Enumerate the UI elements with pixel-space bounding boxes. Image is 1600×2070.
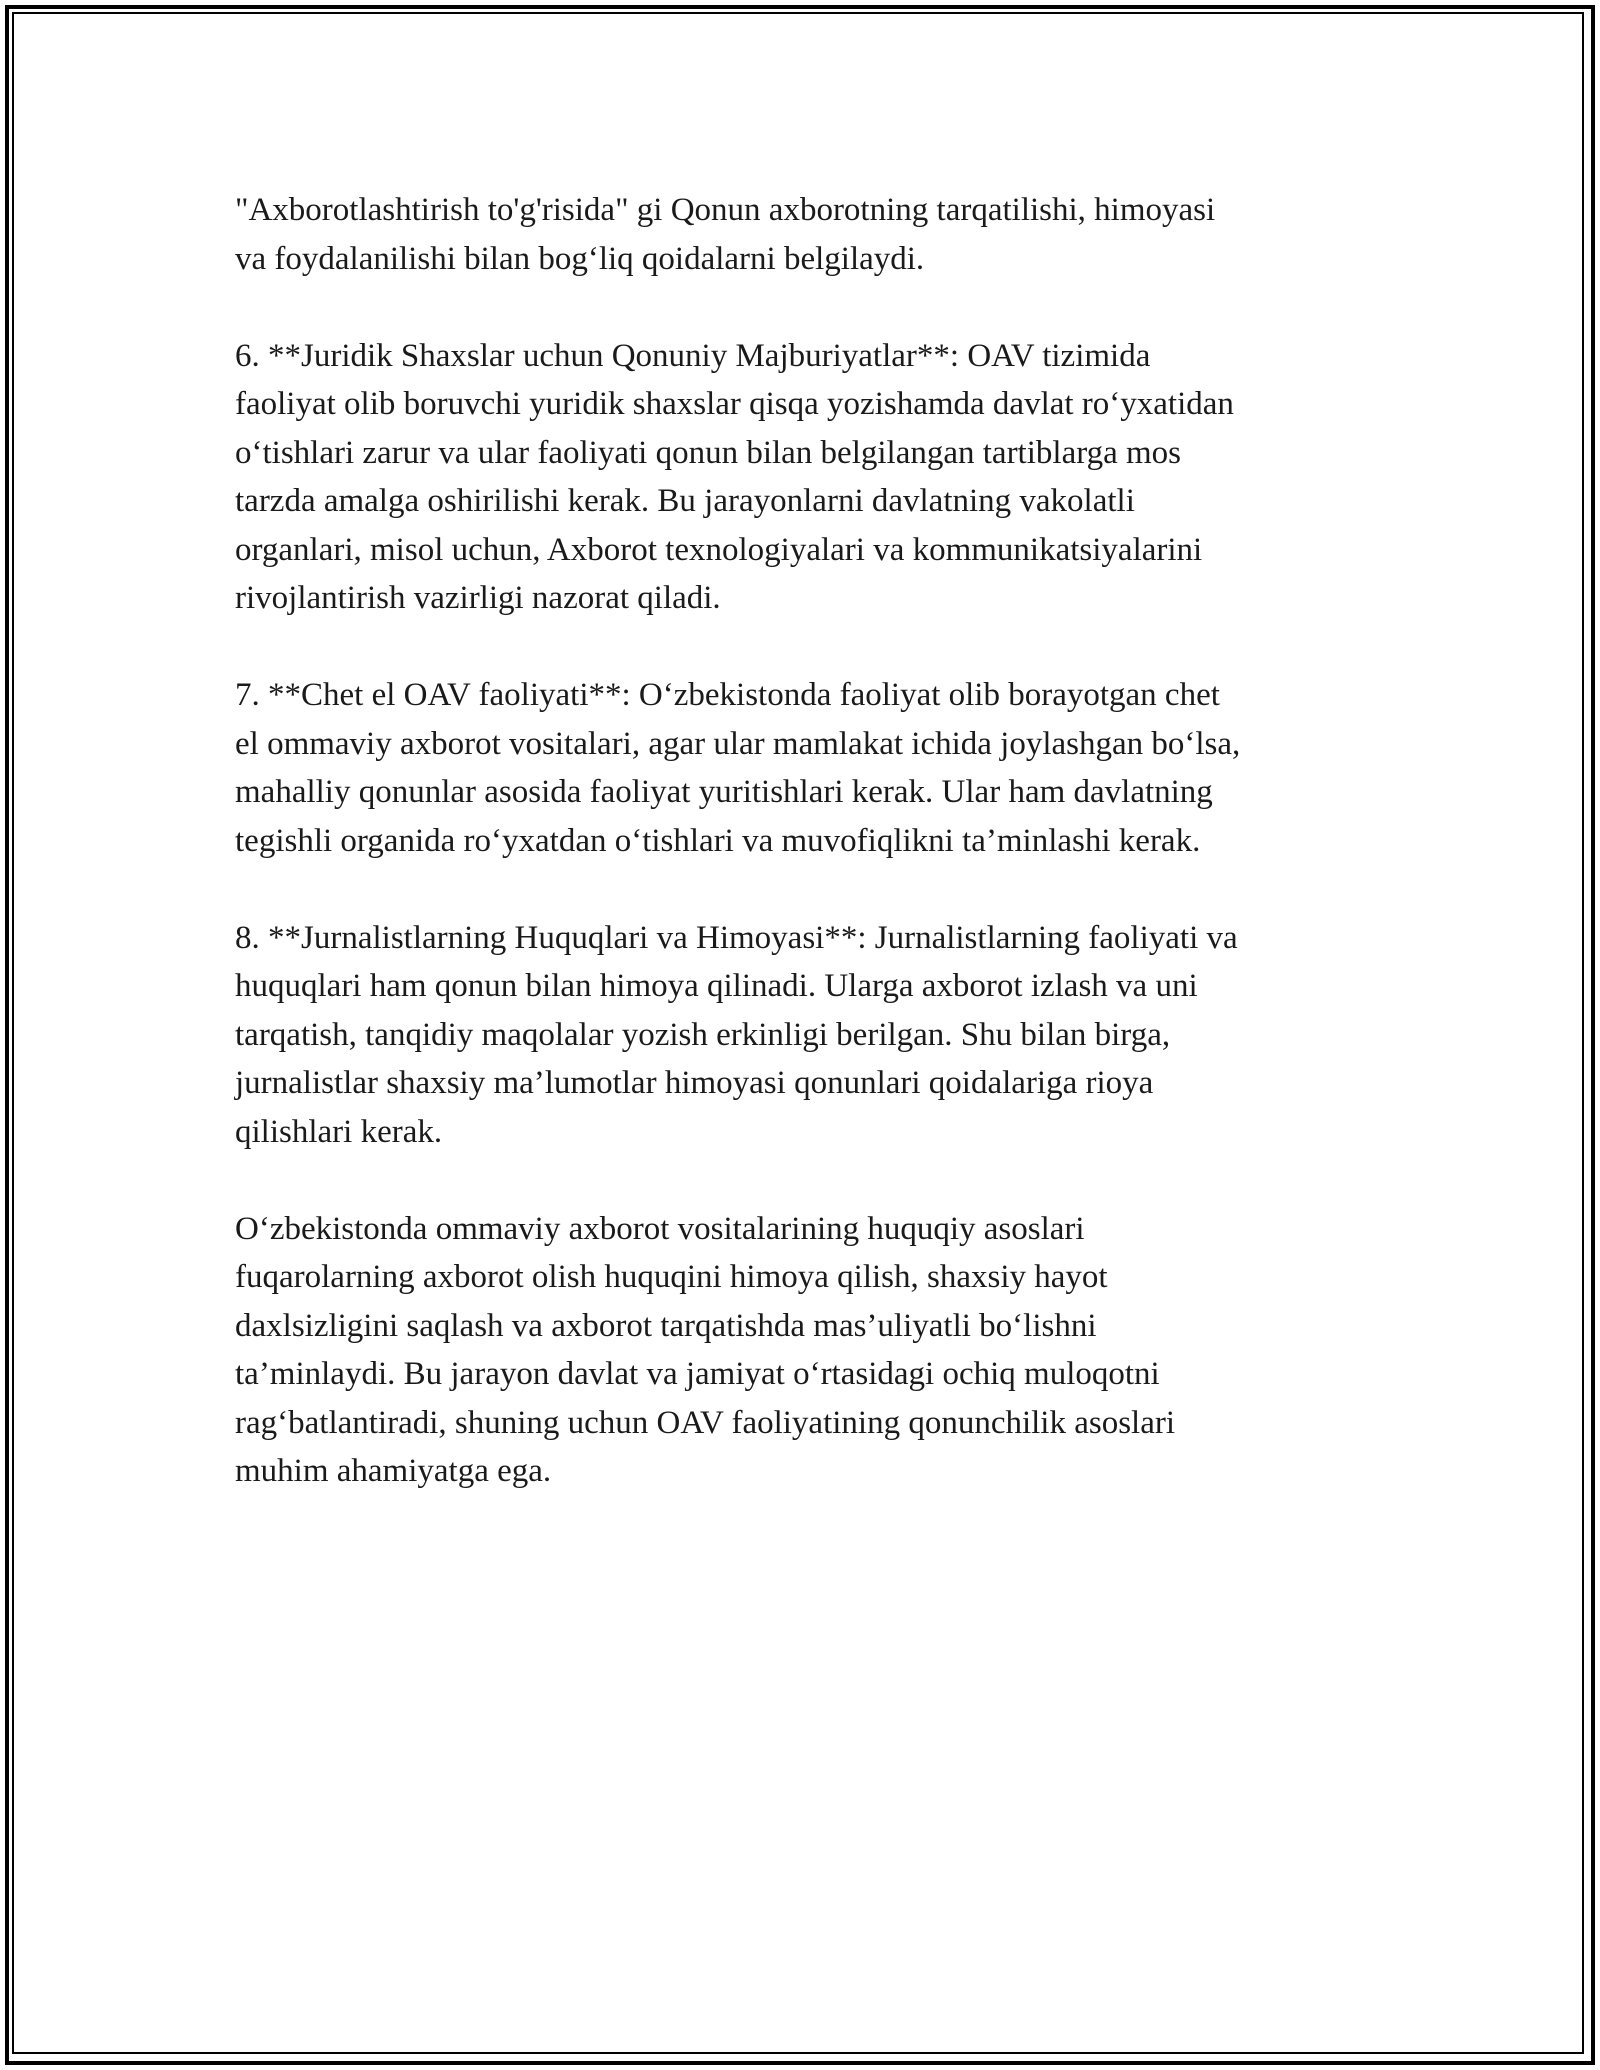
paragraph-conclusion bbox=[235, 1205, 1365, 1496]
text-line: 8. **Jurnalistlarning Huquqlari va Himoyasi**: Jurnalistlarning faoliyati va bbox=[235, 919, 1238, 956]
paragraph-intro bbox=[235, 186, 1365, 283]
text-line: 7. **Chet el OAV faoliyati**: O‘zbekistonda faoliyat olib borayotgan chet bbox=[235, 677, 1220, 713]
text-line: ta’minlaydi. Bu jarayon davlat va jamiyat o‘rtasidagi ochiq muloqotni bbox=[235, 1356, 1160, 1392]
text-line: va foydalanilishi bilan bog‘liq qoidalarni belgilaydi. bbox=[235, 240, 925, 277]
text-line: rag‘batlantiradi, shuning uchun OAV faoliyatining qonunchilik asoslari bbox=[235, 1404, 1176, 1441]
text-line: faoliyat olib boruvchi yuridik shaxslar qisqa yozishamda davlat ro‘yxatidan bbox=[235, 386, 1234, 422]
text-line: 6. **Juridik Shaxslar uchun Qonuniy Majburiyatlar**: OAV tizimida bbox=[235, 337, 1151, 374]
document-body bbox=[235, 186, 1365, 1544]
text-line: O‘zbekistonda ommaviy axborot vositalarining huquqiy asoslari bbox=[235, 1210, 1085, 1247]
text-line: tegishli organida ro‘yxatdan o‘tishlari va muvofiqlikni ta’minlashi kerak. bbox=[235, 822, 1201, 859]
text-line: jurnalistlar shaxsiy ma’lumotlar himoyasi qonunlari qoidalariga rioya bbox=[235, 1065, 1154, 1101]
text-line: tarzda amalga oshirilishi kerak. Bu jarayonlarni davlatning vakolatli bbox=[235, 483, 1135, 519]
text-line: qilishlari kerak. bbox=[235, 1113, 443, 1150]
paragraph-item-7 bbox=[235, 671, 1365, 865]
text-line: huquqlari ham qonun bilan himoya qilinadi. Ularga axborot izlash va uni bbox=[235, 968, 1198, 1004]
paragraph-item-8 bbox=[235, 914, 1365, 1157]
text-line: organlari, misol uchun, Axborot texnologiyalari va kommunikatsiyalarini bbox=[235, 531, 1203, 568]
text-line: mahalliy qonunlar asosida faoliyat yuritishlari kerak. Ular ham davlatning bbox=[235, 774, 1213, 810]
paragraph-item-6 bbox=[235, 332, 1365, 623]
text-line: "Axborotlashtirish to'g'risida" gi Qonun axborotning tarqatilishi, himoyasi bbox=[235, 192, 1216, 228]
text-line: o‘tishlari zarur va ular faoliyati qonun bilan belgilangan tartiblarga mos bbox=[235, 434, 1182, 471]
text-line: daxlsizligini saqlash va axborot tarqatishda mas’uliyatli bo‘lishni bbox=[235, 1307, 1097, 1344]
text-line: rivojlantirish vazirligi nazorat qiladi. bbox=[235, 580, 721, 616]
text-line: el ommaviy axborot vositalari, agar ular mamlakat ichida joylashgan bo‘lsa, bbox=[235, 725, 1241, 762]
text-line: tarqatish, tanqidiy maqolalar yozish erkinligi berilgan. Shu bilan birga, bbox=[235, 1016, 1171, 1053]
text-line: fuqarolarning axborot olish huquqini himoya qilish, shaxsiy hayot bbox=[235, 1259, 1108, 1295]
text-line: muhim ahamiyatga ega. bbox=[235, 1453, 552, 1489]
